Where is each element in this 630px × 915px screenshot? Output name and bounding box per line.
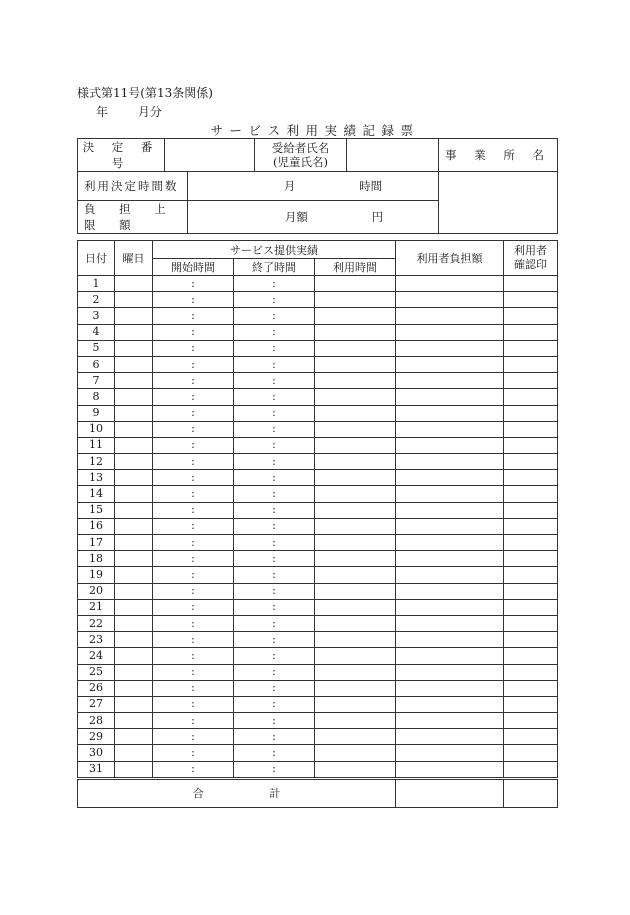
used-time-cell[interactable] [315,729,396,745]
start-time-cell[interactable]: : [153,696,234,712]
day-number-cell: 8 [78,389,115,405]
table-row [78,389,558,405]
confirm-seal-cell[interactable] [504,599,558,615]
weekday-cell[interactable] [115,292,153,308]
day-number-cell: 16 [78,518,115,534]
used-time-cell[interactable] [315,648,396,664]
user-charge-cell[interactable] [396,292,504,308]
confirm-seal-cell[interactable] [504,373,558,389]
end-time-cell[interactable]: : [234,389,315,405]
end-time-cell[interactable]: : [234,729,315,745]
end-time-cell[interactable]: : [234,356,315,372]
used-time-cell[interactable] [315,713,396,729]
end-time-cell[interactable]: : [234,437,315,453]
start-time-cell[interactable]: : [153,373,234,389]
weekday-cell[interactable] [115,648,153,664]
col-weekday-header: 曜日 [115,241,153,276]
header-table [77,138,558,234]
day-number-cell: 5 [78,340,115,356]
weekday-cell[interactable] [115,583,153,599]
office-name-field[interactable] [439,172,558,234]
end-time-cell[interactable]: : [234,761,315,778]
user-charge-cell[interactable] [396,308,504,324]
confirm-seal-cell[interactable] [504,583,558,599]
used-time-cell[interactable] [315,373,396,389]
used-time-cell[interactable] [315,389,396,405]
col-end-header: 終了時間 [234,259,315,276]
used-time-cell[interactable] [315,745,396,761]
day-number-cell: 14 [78,486,115,502]
day-number-cell: 18 [78,551,115,567]
used-time-cell[interactable] [315,486,396,502]
table-row [78,276,558,292]
end-time-cell[interactable]: : [234,324,315,340]
user-charge-cell[interactable] [396,454,504,470]
end-time-cell[interactable]: : [234,502,315,518]
used-time-cell[interactable] [315,292,396,308]
used-time-cell[interactable] [315,761,396,778]
table-row [78,308,558,324]
limit-amount-field[interactable] [188,201,439,234]
service-record-table [77,240,558,808]
recipient-name-label [255,139,347,172]
decision-number-label: 決 定 番 号 [78,139,165,172]
table-row [78,648,558,664]
used-time-cell[interactable] [315,567,396,583]
user-charge-cell[interactable] [396,615,504,631]
start-time-cell[interactable]: : [153,292,234,308]
weekday-cell[interactable] [115,567,153,583]
confirm-seal-cell[interactable] [504,324,558,340]
start-time-cell[interactable]: : [153,599,234,615]
weekday-cell[interactable] [115,729,153,745]
day-number-cell: 6 [78,356,115,372]
year-label: 年 [96,105,109,119]
end-time-cell[interactable]: : [234,745,315,761]
user-charge-cell[interactable] [396,421,504,437]
weekday-cell[interactable] [115,761,153,778]
weekday-cell[interactable] [115,308,153,324]
end-time-cell[interactable]: : [234,486,315,502]
used-time-cell[interactable] [315,583,396,599]
end-time-cell[interactable]: : [234,567,315,583]
user-charge-cell[interactable] [396,713,504,729]
start-time-cell[interactable]: : [153,713,234,729]
user-charge-cell[interactable] [396,405,504,421]
end-time-cell[interactable]: : [234,454,315,470]
start-time-cell[interactable]: : [153,761,234,778]
table-row [78,421,558,437]
start-time-cell[interactable]: : [153,583,234,599]
user-charge-cell[interactable] [396,470,504,486]
weekday-cell[interactable] [115,518,153,534]
confirm-seal-cell[interactable] [504,648,558,664]
end-time-cell[interactable]: : [234,599,315,615]
confirm-seal-cell[interactable] [504,405,558,421]
end-time-cell[interactable]: : [234,373,315,389]
col-start-header: 開始時間 [153,259,234,276]
weekday-cell[interactable] [115,535,153,551]
start-time-cell[interactable]: : [153,729,234,745]
col-confirm-header-line2: 確認印 [514,258,548,271]
used-time-cell[interactable] [315,276,396,292]
table-row [78,664,558,680]
day-number-cell: 30 [78,745,115,761]
day-number-cell: 20 [78,583,115,599]
table-row [78,454,558,470]
table-row [78,518,558,534]
end-time-cell[interactable]: : [234,276,315,292]
start-time-cell[interactable]: : [153,437,234,453]
period-line [96,103,162,120]
start-time-cell[interactable]: : [153,421,234,437]
weekday-cell[interactable] [115,486,153,502]
start-time-cell[interactable]: : [153,340,234,356]
end-time-cell[interactable]: : [234,696,315,712]
used-time-cell[interactable] [315,470,396,486]
decided-hours-hours-unit: 時間 [359,179,383,193]
table-row [78,599,558,615]
used-time-cell[interactable] [315,696,396,712]
table-row [78,729,558,745]
confirm-seal-cell[interactable] [504,276,558,292]
weekday-cell[interactable] [115,745,153,761]
used-time-cell[interactable] [315,615,396,631]
table-row [78,680,558,696]
day-number-cell: 10 [78,421,115,437]
weekday-cell[interactable] [115,276,153,292]
user-charge-cell[interactable] [396,356,504,372]
confirm-seal-cell[interactable] [504,502,558,518]
used-time-cell[interactable] [315,454,396,470]
table-row [78,567,558,583]
end-time-cell[interactable]: : [234,535,315,551]
confirm-seal-cell[interactable] [504,696,558,712]
start-time-cell[interactable]: : [153,745,234,761]
day-number-cell: 31 [78,761,115,778]
recipient-name-label-line2: (児童氏名) [273,155,328,169]
table-row [78,486,558,502]
start-time-cell[interactable]: : [153,470,234,486]
end-time-cell[interactable]: : [234,470,315,486]
weekday-cell[interactable] [115,421,153,437]
document-title: サービス利用実績記録票 [210,123,420,138]
day-rows [78,276,558,779]
confirm-seal-cell[interactable] [504,437,558,453]
used-time-cell[interactable] [315,356,396,372]
weekday-cell[interactable] [115,405,153,421]
day-number-cell: 12 [78,454,115,470]
start-time-cell[interactable]: : [153,276,234,292]
month-label: 月分 [137,105,162,119]
col-user-charge-header: 利用者負担額 [396,241,504,276]
start-time-cell[interactable]: : [153,648,234,664]
total-label-b: 計 [269,787,281,801]
user-charge-cell[interactable] [396,729,504,745]
user-charge-cell[interactable] [396,648,504,664]
confirm-seal-cell[interactable] [504,615,558,631]
weekday-cell[interactable] [115,664,153,680]
confirm-seal-cell[interactable] [504,518,558,534]
end-time-cell[interactable]: : [234,632,315,648]
user-charge-cell[interactable] [396,324,504,340]
used-time-cell[interactable] [315,308,396,324]
table-row [78,696,558,712]
start-time-cell[interactable]: : [153,664,234,680]
confirm-seal-cell[interactable] [504,551,558,567]
table-row [78,502,558,518]
table-row [78,373,558,389]
confirm-seal-cell[interactable] [504,632,558,648]
used-time-cell[interactable] [315,599,396,615]
day-number-cell: 23 [78,632,115,648]
total-confirm-field[interactable] [504,778,558,807]
end-time-cell[interactable]: : [234,615,315,631]
confirm-seal-cell[interactable] [504,421,558,437]
day-number-cell: 28 [78,713,115,729]
confirm-seal-cell[interactable] [504,470,558,486]
table-row [78,745,558,761]
confirm-seal-cell[interactable] [504,761,558,778]
table-row [78,292,558,308]
user-charge-cell[interactable] [396,664,504,680]
decided-hours-field[interactable] [188,172,439,201]
day-number-cell: 7 [78,373,115,389]
weekday-cell[interactable] [115,502,153,518]
decision-number-field[interactable] [165,139,255,172]
confirm-seal-cell[interactable] [504,713,558,729]
day-number-cell: 24 [78,648,115,664]
start-time-cell[interactable]: : [153,405,234,421]
total-label-a: 合 [192,787,204,801]
used-time-cell[interactable] [315,664,396,680]
weekday-cell[interactable] [115,340,153,356]
start-time-cell[interactable]: : [153,551,234,567]
day-number-cell: 19 [78,567,115,583]
confirm-seal-cell[interactable] [504,729,558,745]
user-charge-cell[interactable] [396,583,504,599]
day-number-cell: 27 [78,696,115,712]
user-charge-cell[interactable] [396,551,504,567]
recipient-name-label-line1: 受給者氏名 [271,141,330,155]
start-time-cell[interactable]: : [153,567,234,583]
end-time-cell[interactable]: : [234,648,315,664]
day-number-cell: 9 [78,405,115,421]
user-charge-cell[interactable] [396,745,504,761]
used-time-cell[interactable] [315,680,396,696]
limit-amount-label: 負 担 上 限 額 [78,201,188,234]
used-time-cell[interactable] [315,632,396,648]
used-time-cell[interactable] [315,518,396,534]
end-time-cell[interactable]: : [234,405,315,421]
used-time-cell[interactable] [315,535,396,551]
start-time-cell[interactable]: : [153,389,234,405]
used-time-cell[interactable] [315,421,396,437]
start-time-cell[interactable]: : [153,632,234,648]
table-row [78,340,558,356]
end-time-cell[interactable]: : [234,583,315,599]
limit-yen-unit: 円 [371,210,384,224]
recipient-name-field[interactable] [347,139,439,172]
confirm-seal-cell[interactable] [504,292,558,308]
end-time-cell[interactable]: : [234,292,315,308]
table-row [78,632,558,648]
used-time-cell[interactable] [315,437,396,453]
weekday-cell[interactable] [115,551,153,567]
day-number-cell: 17 [78,535,115,551]
day-number-cell: 2 [78,292,115,308]
decided-hours-month-unit: 月 [283,179,296,193]
table-row [78,761,558,778]
used-time-cell[interactable] [315,502,396,518]
confirm-seal-cell[interactable] [504,664,558,680]
used-time-cell[interactable] [315,340,396,356]
table-row [78,713,558,729]
day-number-cell: 22 [78,615,115,631]
day-number-cell: 29 [78,729,115,745]
confirm-seal-cell[interactable] [504,745,558,761]
day-number-cell: 1 [78,276,115,292]
start-time-cell[interactable]: : [153,502,234,518]
confirm-seal-cell[interactable] [504,356,558,372]
day-number-cell: 21 [78,599,115,615]
user-charge-cell[interactable] [396,389,504,405]
limit-monthly-unit: 月額 [284,210,308,224]
end-time-cell[interactable]: : [234,664,315,680]
weekday-cell[interactable] [115,454,153,470]
confirm-seal-cell[interactable] [504,454,558,470]
day-number-cell: 26 [78,680,115,696]
table-row [78,583,558,599]
start-time-cell[interactable]: : [153,680,234,696]
end-time-cell[interactable]: : [234,551,315,567]
weekday-cell[interactable] [115,437,153,453]
weekday-cell[interactable] [115,680,153,696]
col-confirm-header-line1: 利用者 [514,244,548,257]
weekday-cell[interactable] [115,599,153,615]
col-confirm-header [504,241,558,276]
form-number-label: 様式第11号(第13条関係) [77,86,213,100]
start-time-cell[interactable]: : [153,356,234,372]
start-time-cell[interactable]: : [153,308,234,324]
day-number-cell: 13 [78,470,115,486]
confirm-seal-cell[interactable] [504,567,558,583]
end-time-cell[interactable]: : [234,340,315,356]
user-charge-cell[interactable] [396,680,504,696]
used-time-cell[interactable] [315,405,396,421]
start-time-cell[interactable]: : [153,454,234,470]
weekday-cell[interactable] [115,389,153,405]
end-time-cell[interactable]: : [234,308,315,324]
start-time-cell[interactable]: : [153,535,234,551]
table-row [78,437,558,453]
confirm-seal-cell[interactable] [504,535,558,551]
user-charge-cell[interactable] [396,761,504,778]
end-time-cell[interactable]: : [234,680,315,696]
weekday-cell[interactable] [115,470,153,486]
service-record-group-header: サービス提供実績 [153,241,396,259]
confirm-seal-cell[interactable] [504,486,558,502]
user-charge-cell[interactable] [396,502,504,518]
weekday-cell[interactable] [115,713,153,729]
table-row [78,405,558,421]
end-time-cell[interactable]: : [234,421,315,437]
user-charge-cell[interactable] [396,340,504,356]
weekday-cell[interactable] [115,324,153,340]
start-time-cell[interactable]: : [153,324,234,340]
confirm-seal-cell[interactable] [504,680,558,696]
office-name-label: 事 業 所 名 [439,139,558,172]
table-row [78,551,558,567]
table-row [78,470,558,486]
used-time-cell[interactable] [315,551,396,567]
used-time-cell[interactable] [315,324,396,340]
decided-hours-label: 利用決定時間数 [78,172,188,201]
day-number-cell: 25 [78,664,115,680]
end-time-cell[interactable]: : [234,518,315,534]
weekday-cell[interactable] [115,615,153,631]
user-charge-cell[interactable] [396,696,504,712]
weekday-cell[interactable] [115,632,153,648]
user-charge-cell[interactable] [396,599,504,615]
user-charge-cell[interactable] [396,535,504,551]
start-time-cell[interactable]: : [153,486,234,502]
confirm-seal-cell[interactable] [504,308,558,324]
total-user-charge-field[interactable] [396,778,504,807]
user-charge-cell[interactable] [396,632,504,648]
confirm-seal-cell[interactable] [504,340,558,356]
end-time-cell[interactable]: : [234,713,315,729]
start-time-cell[interactable]: : [153,615,234,631]
user-charge-cell[interactable] [396,486,504,502]
table-row [78,535,558,551]
table-row [78,324,558,340]
user-charge-cell[interactable] [396,373,504,389]
table-row [78,615,558,631]
user-charge-cell[interactable] [396,518,504,534]
weekday-cell[interactable] [115,696,153,712]
start-time-cell[interactable]: : [153,518,234,534]
weekday-cell[interactable] [115,356,153,372]
user-charge-cell[interactable] [396,276,504,292]
total-label [78,778,396,807]
table-row [78,356,558,372]
user-charge-cell[interactable] [396,567,504,583]
user-charge-cell[interactable] [396,437,504,453]
day-number-cell: 15 [78,502,115,518]
weekday-cell[interactable] [115,373,153,389]
col-day-header: 日付 [78,241,115,276]
col-used-header: 利用時間 [315,259,396,276]
day-number-cell: 11 [78,437,115,453]
day-number-cell: 4 [78,324,115,340]
confirm-seal-cell[interactable] [504,389,558,405]
day-number-cell: 3 [78,308,115,324]
